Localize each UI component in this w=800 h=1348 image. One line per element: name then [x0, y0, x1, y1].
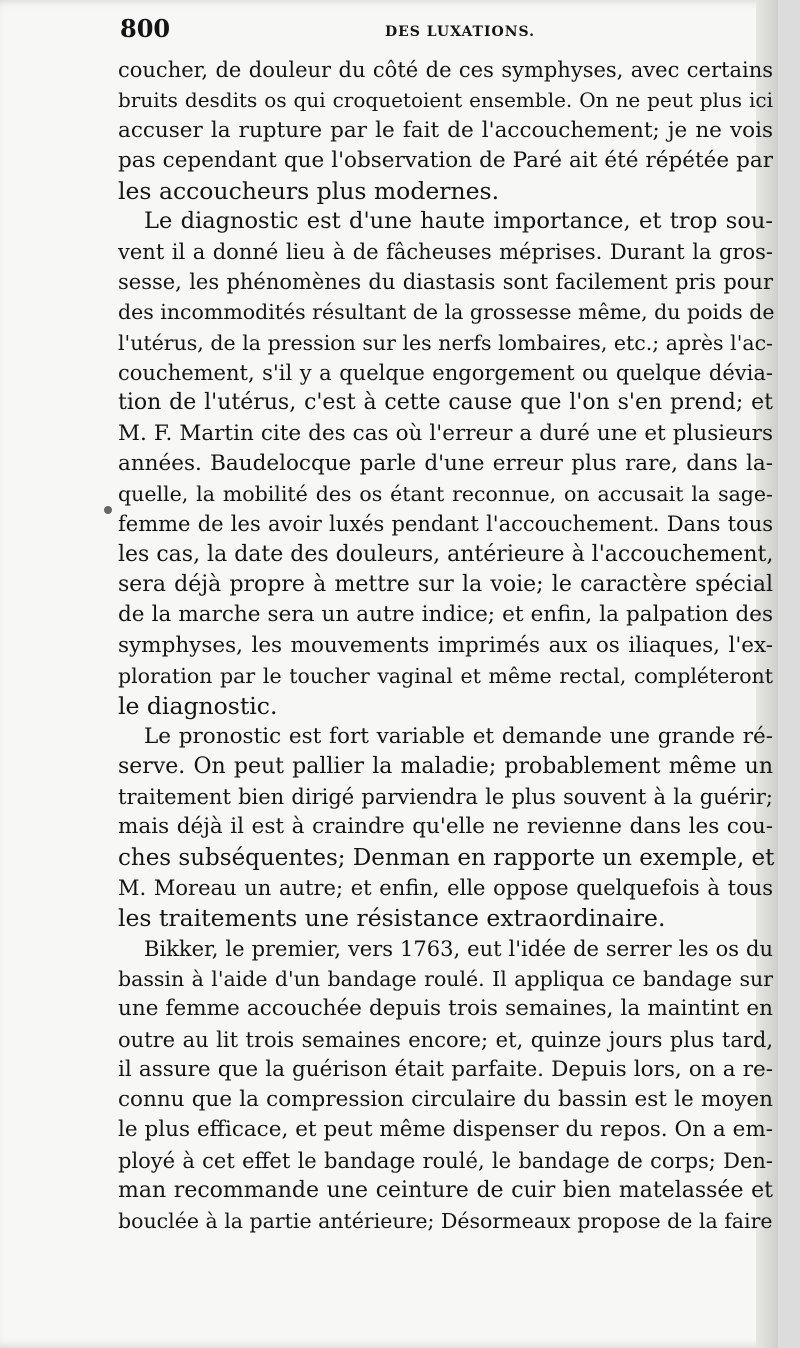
text-line: coucher, de douleur du côté de ces symphyses, avec certains — [118, 58, 773, 82]
text-line: les traitements une résistance extraordinaire. — [118, 904, 666, 933]
text-line: années. Baudelocque parle d'une erreur plus rare, dans la- — [118, 450, 773, 476]
text-line: Le diagnostic est d'une haute importance, et trop sou- — [144, 208, 773, 235]
paragraph — [118, 55, 773, 206]
text-line: les cas, la date des douleurs, antérieure à l'accouchement, — [118, 541, 774, 567]
text-line: bassin à l'aide d'un bandage roulé. Il appliqua ce bandage sur — [118, 966, 773, 991]
text-line: man recommande une ceinture de cuir bien matelassée et — [118, 1177, 773, 1203]
text-line: M. Moreau un autre; et enfin, elle oppose quelquefois à tous — [118, 876, 773, 901]
text-line: accuser la rupture par le fait de l'accouchement; je ne vois — [118, 117, 773, 143]
text-line: M. F. Martin cite des cas où l'erreur a duré une et plusieurs — [118, 420, 773, 446]
text-line: tion de l'utérus, c'est à cette cause que l'on s'en prend; et — [118, 390, 773, 416]
paragraph — [118, 722, 773, 934]
text-line: de la marche sera un autre indice; et enfin, la palpation des — [118, 602, 773, 628]
running-title: DES LUXATIONS. — [385, 24, 535, 40]
paragraph — [118, 206, 773, 721]
text-line: Bikker, le premier, vers 1763, eut l'idée de serrer les os du — [144, 936, 773, 961]
text-line: ches subséquentes; Denman en rapporte un exemple, et — [118, 844, 775, 871]
text-line: Le pronostic est fort variable et demande une grande ré- — [144, 723, 773, 749]
text-line: bruits desdits os qui croquetoient ensemble. On ne peut plus ici — [118, 88, 773, 113]
text-line: femme de les avoir luxés pendant l'accouchement. Dans tous — [118, 512, 773, 537]
running-header — [120, 14, 770, 48]
body-text — [118, 55, 773, 1237]
ink-speck — [104, 506, 112, 514]
text-line: ployé à cet effet le bandage roulé, le bandage de corps; Den- — [118, 1148, 773, 1173]
text-line: traitement bien dirigé parviendra le plus souvent à la guérir; — [118, 785, 773, 810]
text-line: couchement, s'il y a quelque engorgement ou quelque dévia- — [118, 360, 773, 385]
text-line: vent il a donné lieu à de fâcheuses méprises. Durant la gros- — [118, 239, 773, 264]
text-line: le plus efficace, et peut même dispenser du repos. On a em- — [118, 1117, 773, 1143]
text-line: serve. On peut pallier la maladie; probablement même un — [118, 753, 773, 779]
text-line: symphyses, les mouvements imprimés aux os iliaques, l'ex- — [118, 632, 773, 658]
text-line: pas cependant que l'observation de Paré ait été répétée par — [118, 147, 773, 173]
text-line: l'utérus, de la pression sur les nerfs lombaires, etc.; après l'ac- — [118, 330, 773, 355]
text-line: sera déjà propre à mettre sur la voie; le caractère spécial — [118, 572, 773, 598]
text-line: quelle, la mobilité des os étant reconnue, on accusait la sage- — [118, 482, 773, 507]
text-line: une femme accouchée depuis trois semaines, la maintint en — [118, 996, 773, 1022]
text-line: des incommodités résultant de la grossesse même, du poids de — [118, 300, 775, 325]
text-line: sesse, les phénomènes du diastasis sont facilement pris pour — [118, 270, 773, 295]
text-line: ploration par le toucher vaginal et même rectal, compléteront — [118, 663, 773, 688]
text-line: connu que la compression circulaire du bassin est le moyen — [118, 1087, 773, 1113]
paragraph — [118, 934, 773, 1237]
text-line: outre au lit trois semaines encore; et, quinze jours plus tard, — [118, 1027, 773, 1052]
text-line: le diagnostic. — [118, 692, 278, 721]
page-number: 800 — [120, 14, 171, 43]
text-line: il assure que la guérison était parfaite. Depuis lors, on a re- — [118, 1056, 773, 1082]
text-line: les accoucheurs plus modernes. — [118, 177, 500, 206]
text-line: mais déjà il est à craindre qu'elle ne revienne dans les cou- — [118, 814, 773, 840]
text-line: bouclée à la partie antérieure; Désormeaux propose de la faire — [118, 1209, 773, 1234]
